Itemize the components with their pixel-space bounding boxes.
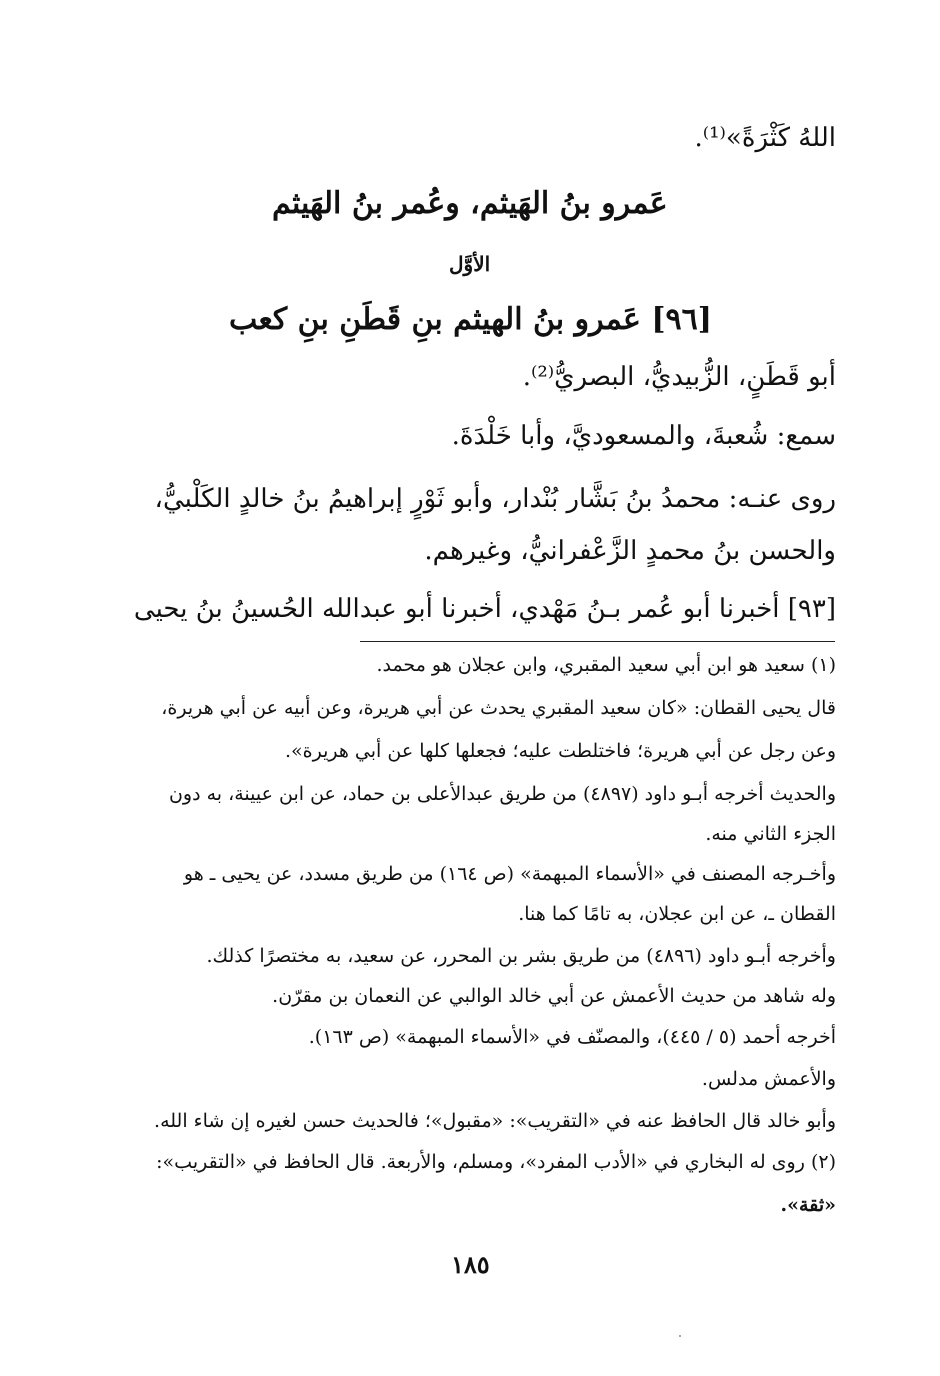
- scan-speck: [679, 1335, 681, 1337]
- entry-title: [٩٦] عَمرو بنُ الهيثم بنِ قَطَنِ بنِ كعب: [229, 302, 712, 337]
- footnote-1-line-9: وله شاهد من حديث الأعمش عن أبي خالد الوالبي عن النعمان بن مقرّن.: [272, 985, 836, 1007]
- footnote-2-line-1: (٢) روى له البخاري في «الأدب المفرد»، ومسلم، والأربعة. قال الحافظ في «التقريب»:: [156, 1151, 836, 1173]
- footnote-1-line-5: الجزء الثاني منه.: [705, 823, 836, 845]
- subheading-first: الأوَّل: [449, 252, 491, 276]
- narrators-line-2: والحسن بنُ محمدٍ الزَّعْفرانيُّ، وغيرهم.: [424, 536, 836, 566]
- footnote-1-line-3: وعن رجل عن أبي هريرة؛ فاختلطت عليه؛ فجعلها كلها عن أبي هريرة».: [285, 740, 836, 762]
- heard-from-line: سمع: شُعبةَ، والمسعوديَّ، وأبا خَلْدَةَ.: [451, 421, 836, 451]
- isnad-line: [٩٣] أخبرنا أبو عُمر بـنُ مَهْدي، أخبرنا أبو عبدالله الحُسينُ بنُ يحيى: [133, 594, 836, 624]
- footnote-1-line-10: أخرجه أحمد (٥ / ٤٤٥)، والمصنّف في «الأسماء المبهمة» (ص ١٦٣).: [308, 1026, 836, 1048]
- footnote-1-line-11: والأعمش مدلس.: [701, 1068, 836, 1090]
- footnote-1-line-12: وأبو خالد قال الحافظ عنه في «التقريب»: «مقبول»؛ فالحديث حسن لغيره إن شاء الله.: [154, 1110, 836, 1132]
- carry-over-line: اللهُ كَثْرَةً»⁽¹⁾.: [694, 123, 836, 153]
- narrators-line-1: روى عنـه: محمدُ بنُ بَشَّار بُنْدار، وأبو ثَوْرٍ إبراهيمُ بنُ خالدٍ الكَلْبيُّ،: [154, 484, 836, 514]
- page-number: ١٨٥: [451, 1250, 490, 1279]
- footnote-1-line-2: قال يحيى القطان: «كان سعيد المقبري يحدث عن أبي هريرة، وعن أبيه عن أبي هريرة،: [161, 697, 836, 719]
- footnote-1-line-1: (١) سعيد هو ابن أبي سعيد المقبري، وابن عجلان هو محمد.: [376, 654, 836, 676]
- footnote-2-line-2: «ثقة».: [780, 1194, 836, 1216]
- footnote-1-line-8: وأخرجه أبـو داود (٤٨٩٦) من طريق بشر بن المحرر، عن سعيد، به مختصرًا كذلك.: [206, 945, 836, 967]
- footnote-1-line-4: والحديث أخرجه أبـو داود (٤٨٩٧) من طريق عبدالأعلى بن حماد، عن ابن عيينة، به دون: [168, 783, 836, 805]
- chapter-title: عَمرو بنُ الهَيثم، وعُمر بنُ الهَيثم: [272, 186, 668, 221]
- footnote-1-line-7: القطان ـ، عن ابن عجلان، به تامًا كما هنا.: [518, 903, 836, 925]
- kunya-line: أبو قَطَنٍ، الزُّبيديُّ، البصريُّ⁽²⁾.: [522, 362, 836, 392]
- footnote-separator: [360, 641, 835, 642]
- footnote-1-line-6: وأخـرجه المصنف في «الأسماء المبهمة» (ص ١٦٤) من طريق مسدد، عن يحيى ـ هو: [183, 863, 836, 885]
